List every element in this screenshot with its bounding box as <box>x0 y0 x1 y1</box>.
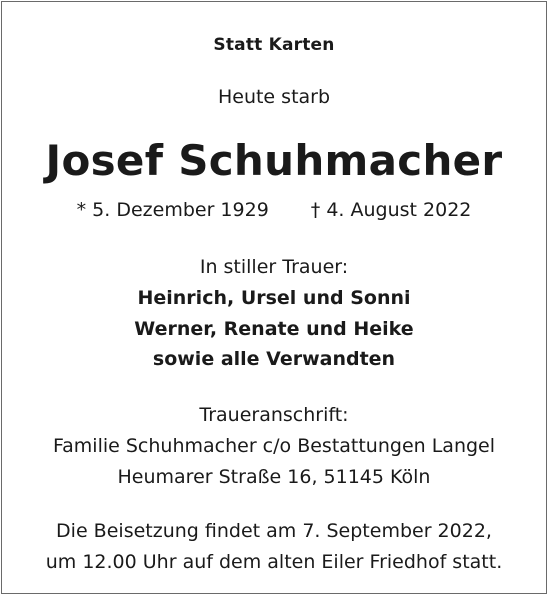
deceased-name: Josef Schuhmacher <box>45 136 503 185</box>
birth-date: * 5. Dezember 1929 <box>76 199 269 221</box>
preheader: Statt Karten <box>213 35 335 55</box>
mourning-label: In stiller Trauer: <box>199 256 349 278</box>
address-line: Heumarer Straße 16, 51145 Köln <box>117 466 431 488</box>
death-date: † 4. August 2022 <box>310 199 472 221</box>
funeral-info-line: um 12.00 Uhr auf dem alten Eiler Friedhof statt. <box>45 551 503 573</box>
address-line: Familie Schuhmacher c/o Bestattungen Langel <box>52 435 496 457</box>
address-label: Traueranschrift: <box>199 404 349 426</box>
obituary-notice <box>1 1 547 594</box>
funeral-info-line: Die Beisetzung findet am 7. September 2022, <box>56 520 492 542</box>
mourner-line: Heinrich, Ursel und Sonni <box>137 287 411 309</box>
mourner-line: sowie alle Verwandten <box>152 348 396 370</box>
intro-text: Heute starb <box>217 86 331 108</box>
life-dates <box>2 199 546 221</box>
mourner-line: Werner, Renate und Heike <box>134 318 414 340</box>
